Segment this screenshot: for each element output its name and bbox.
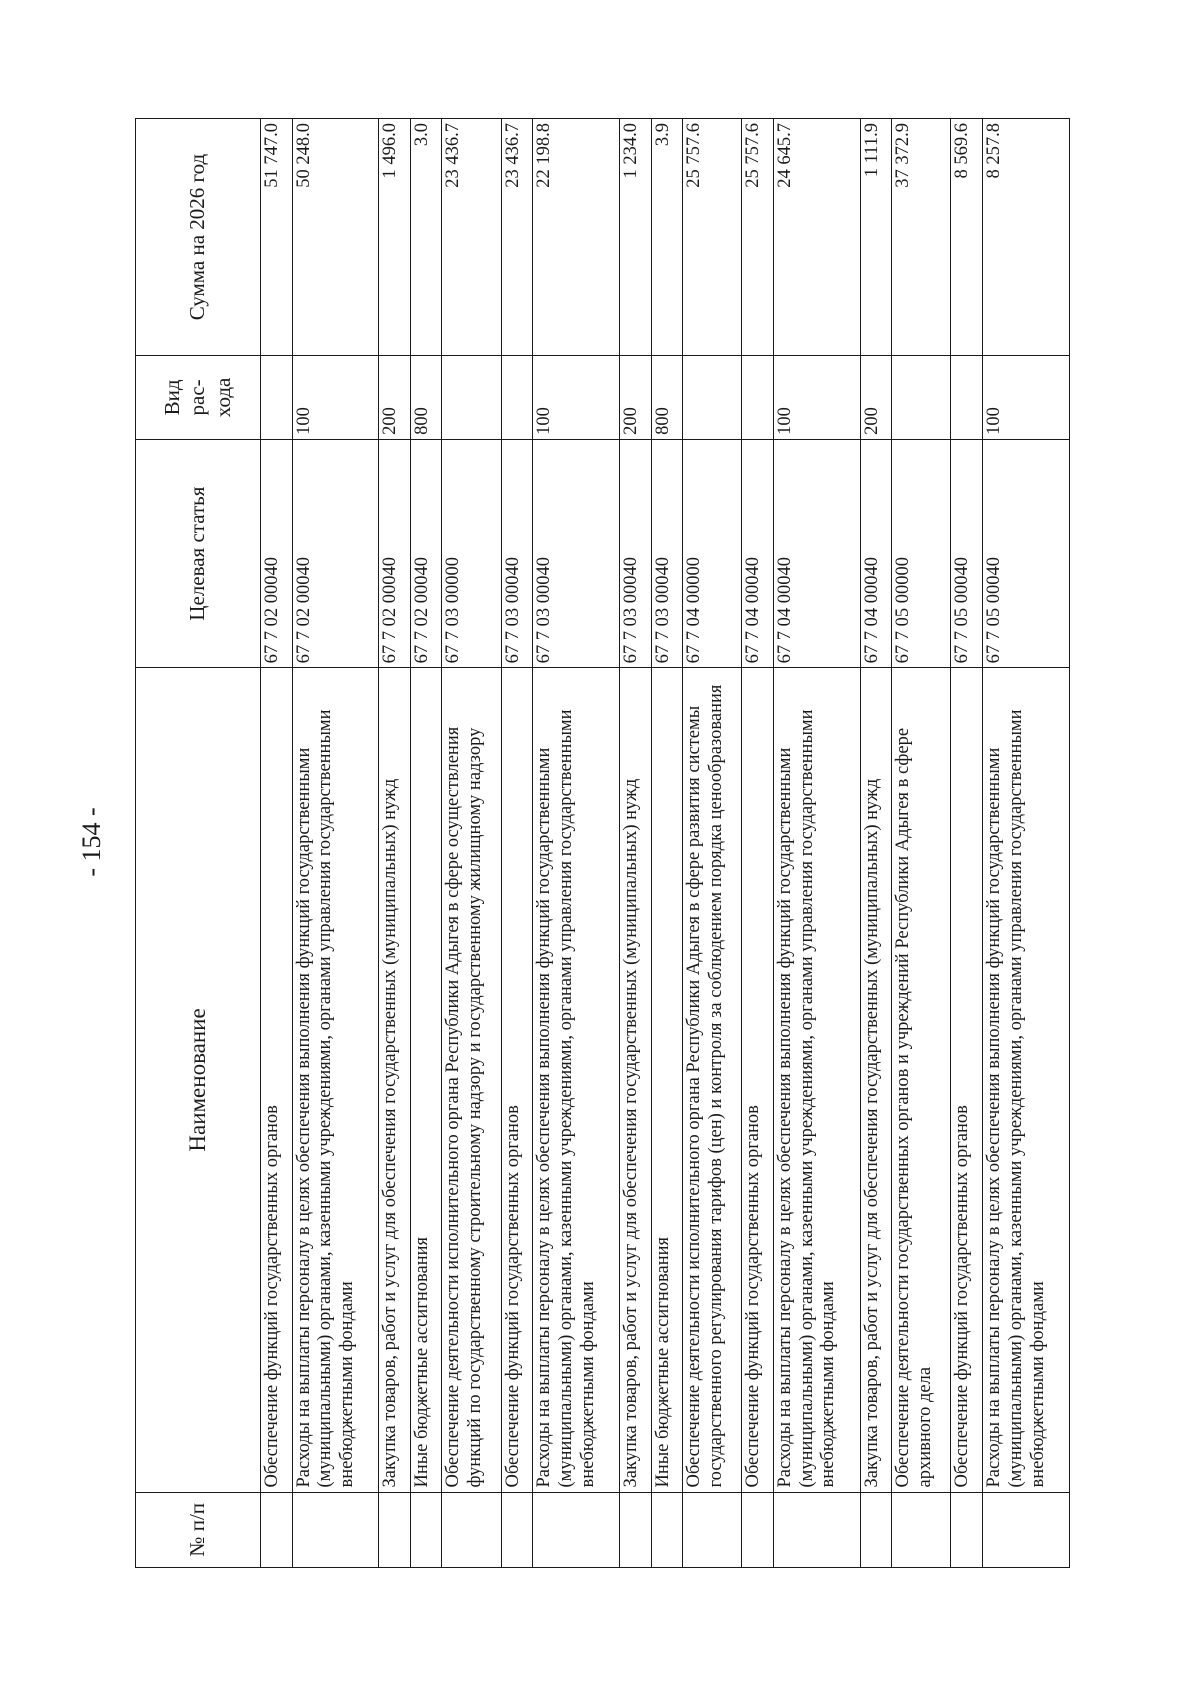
cell-name: Обеспечение функций государственных органов: [501, 668, 533, 1492]
cell-num: [379, 1492, 411, 1567]
cell-name: Расходы на выплаты персоналу в целях обеспечения выполнения функций государственными (муниципальными) органами, казенными учреждениями, органами управления государственными внебюджетными фондами: [533, 668, 620, 1492]
cell-amount: 1 496.0: [379, 119, 411, 356]
cell-expense-type: 200: [379, 355, 411, 439]
cell-amount: 3.0: [410, 119, 442, 356]
cell-code: 67 7 03 00000: [442, 439, 501, 668]
cell-amount: 37 372.9: [892, 119, 951, 356]
table-row: [742, 119, 774, 1568]
table-body: [261, 119, 1070, 1568]
cell-num: [951, 1492, 983, 1567]
cell-name: Расходы на выплаты персоналу в целях обеспечения выполнения функций государственными (муниципальными) органами, казенными учреждениями, органами управления государственными внебюджетными фондами: [773, 668, 860, 1492]
cell-amount: 25 757.6: [683, 119, 742, 356]
cell-code: 67 7 03 00040: [620, 439, 652, 668]
cell-code: 67 7 03 00040: [501, 439, 533, 668]
cell-expense-type: [951, 355, 983, 439]
table-row: [620, 119, 652, 1568]
cell-num: [292, 1492, 379, 1567]
table-row: [651, 119, 683, 1568]
cell-num: [442, 1492, 501, 1567]
cell-expense-type: 800: [651, 355, 683, 439]
cell-amount: 23 436.7: [501, 119, 533, 356]
cell-num: [982, 1492, 1069, 1567]
cell-expense-type: 100: [533, 355, 620, 439]
cell-amount: 1 111.9: [860, 119, 892, 356]
table-row: [261, 119, 293, 1568]
cell-amount: 1 234.0: [620, 119, 652, 356]
cell-name: Обеспечение функций государственных органов: [951, 668, 983, 1492]
cell-num: [742, 1492, 774, 1567]
table-row: [533, 119, 620, 1568]
cell-num: [860, 1492, 892, 1567]
cell-code: 67 7 05 00000: [892, 439, 951, 668]
table-header: [136, 119, 261, 1568]
cell-code: 67 7 04 00040: [860, 439, 892, 668]
table-row: [379, 119, 411, 1568]
cell-name: Закупка товаров, работ и услуг для обеспечения государственных (муниципальных) нужд: [379, 668, 411, 1492]
cell-code: 67 7 04 00040: [773, 439, 860, 668]
header-code: Целевая статья: [136, 439, 261, 668]
table-row: [860, 119, 892, 1568]
cell-expense-type: [892, 355, 951, 439]
table-row: [442, 119, 501, 1568]
table-row: [982, 119, 1069, 1568]
cell-expense-type: 800: [410, 355, 442, 439]
cell-amount: 24 645.7: [773, 119, 860, 356]
cell-name: Закупка товаров, работ и услуг для обеспечения государственных (муниципальных) нужд: [620, 668, 652, 1492]
cell-code: 67 7 05 00040: [982, 439, 1069, 668]
rotated-page-content: [135, 118, 1070, 1568]
cell-expense-type: [742, 355, 774, 439]
cell-num: [501, 1492, 533, 1567]
cell-num: [683, 1492, 742, 1567]
cell-amount: 51 747.0: [261, 119, 293, 356]
cell-name: Расходы на выплаты персоналу в целях обеспечения выполнения функций государственными (муниципальными) органами, казенными учреждениями, органами управления государственными внебюджетными фондами: [982, 668, 1069, 1492]
cell-code: 67 7 05 00040: [951, 439, 983, 668]
cell-amount: 8 569.6: [951, 119, 983, 356]
cell-code: 67 7 02 00040: [292, 439, 379, 668]
table-row: [683, 119, 742, 1568]
cell-amount: 25 757.6: [742, 119, 774, 356]
cell-num: [773, 1492, 860, 1567]
cell-amount: 8 257.8: [982, 119, 1069, 356]
cell-name: Обеспечение функций государственных органов: [261, 668, 293, 1492]
header-expense-type: Вид рас- хода: [136, 355, 261, 439]
cell-code: 67 7 03 00040: [651, 439, 683, 668]
header-row: [136, 119, 261, 1568]
table-row: [773, 119, 860, 1568]
cell-amount: 23 436.7: [442, 119, 501, 356]
table-row: [501, 119, 533, 1568]
cell-amount: 22 198.8: [533, 119, 620, 356]
cell-code: 67 7 04 00040: [742, 439, 774, 668]
table-row: [951, 119, 983, 1568]
cell-name: Иные бюджетные ассигнования: [651, 668, 683, 1492]
cell-expense-type: [261, 355, 293, 439]
budget-table: [135, 118, 1070, 1568]
cell-expense-type: [683, 355, 742, 439]
cell-name: Обеспечение деятельности исполнительного органа Республики Адыгея в сфере развития системы государственного регулирования тарифов (цен) и контроля за соблюдением порядка ценообразования: [683, 668, 742, 1492]
cell-expense-type: 200: [860, 355, 892, 439]
cell-name: Обеспечение деятельности государственных органов и учреждений Республики Адыгея в сфере архивного дела: [892, 668, 951, 1492]
cell-code: 67 7 02 00040: [410, 439, 442, 668]
cell-name: Закупка товаров, работ и услуг для обеспечения государственных (муниципальных) нужд: [860, 668, 892, 1492]
table-row: [892, 119, 951, 1568]
cell-code: 67 7 02 00040: [379, 439, 411, 668]
header-name: Наименование: [136, 668, 261, 1492]
header-amount: Сумма на 2026 год: [136, 119, 261, 356]
cell-amount: 50 248.0: [292, 119, 379, 356]
cell-num: [892, 1492, 951, 1567]
cell-expense-type: [442, 355, 501, 439]
cell-code: 67 7 02 00040: [261, 439, 293, 668]
cell-expense-type: 200: [620, 355, 652, 439]
cell-expense-type: 100: [773, 355, 860, 439]
cell-name: Обеспечение функций государственных органов: [742, 668, 774, 1492]
cell-code: 67 7 03 00040: [533, 439, 620, 668]
table-row: [410, 119, 442, 1568]
cell-name: Иные бюджетные ассигнования: [410, 668, 442, 1492]
cell-expense-type: [501, 355, 533, 439]
table-row: [292, 119, 379, 1568]
cell-name: Расходы на выплаты персоналу в целях обеспечения выполнения функций государственными (муниципальными) органами, казенными учреждениями, органами управления государственными внебюджетными фондами: [292, 668, 379, 1492]
cell-name: Обеспечение деятельности исполнительного органа Республики Адыгея в сфере осуществления функций по государственному строительному надзору и государственному жилищному надзору: [442, 668, 501, 1492]
cell-num: [620, 1492, 652, 1567]
page-number: - 154 -: [77, 807, 106, 877]
cell-code: 67 7 04 00000: [683, 439, 742, 668]
cell-amount: 3.9: [651, 119, 683, 356]
cell-num: [261, 1492, 293, 1567]
cell-num: [651, 1492, 683, 1567]
cell-num: [533, 1492, 620, 1567]
header-num: № п/п: [136, 1492, 261, 1567]
cell-expense-type: 100: [982, 355, 1069, 439]
cell-num: [410, 1492, 442, 1567]
cell-expense-type: 100: [292, 355, 379, 439]
